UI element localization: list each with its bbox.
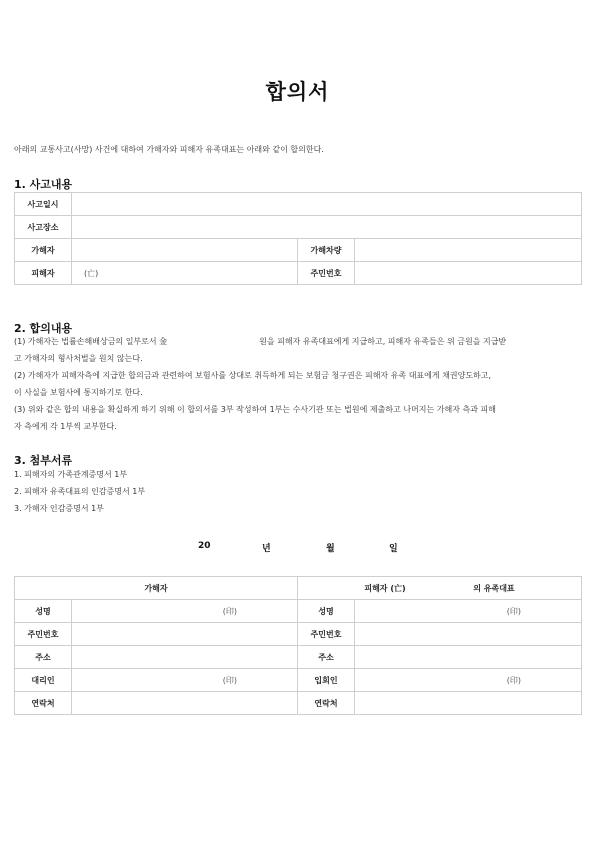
accident-place-label: 사고장소 — [15, 216, 72, 239]
agreement-line: 이 사실을 보험사에 통지하기로 한다. — [14, 388, 143, 397]
representative-header-text: 의 유족대표 — [473, 583, 515, 593]
offender-vehicle-field[interactable] — [355, 239, 582, 262]
accident-table — [14, 192, 582, 285]
section3-heading: 3. 첨부서류 — [14, 454, 73, 467]
representative-address-label: 주소 — [298, 646, 355, 669]
offender-contact-field[interactable] — [72, 692, 298, 715]
table-row — [15, 216, 582, 239]
section2-heading: 2. 합의내용 — [14, 322, 73, 335]
agreement-line: (3) 위와 같은 합의 내용을 확실하게 하기 위해 이 합의서를 3부 작성하여 1부는 수사기관 또는 법원에 제출하고 나머지는 가해자 측과 피해 — [14, 405, 496, 414]
victim-label: 피해자 — [15, 262, 72, 285]
agent-label: 대리인 — [15, 669, 72, 692]
attachments-list — [14, 466, 582, 517]
offender-resident-number-label: 주민번호 — [15, 623, 72, 646]
table-row — [15, 262, 582, 285]
witness-label: 입회인 — [298, 669, 355, 692]
table-row — [15, 239, 582, 262]
seal-mark: (印) — [506, 675, 522, 685]
date-line — [0, 541, 595, 555]
representative-resident-number-field[interactable] — [355, 623, 582, 646]
day-label: 일 — [389, 544, 398, 554]
agreement-content — [14, 333, 582, 435]
offender-contact-label: 연락처 — [15, 692, 72, 715]
representative-name-label: 성명 — [298, 600, 355, 623]
month-label: 월 — [326, 544, 335, 554]
representative-contact-label: 연락처 — [298, 692, 355, 715]
intro-text: 아래의 교통사고(사망) 사건에 대하여 가해자와 피해자 유족대표는 아래와 같이 합의한다. — [14, 145, 324, 154]
table-row — [15, 623, 582, 646]
accident-place-field[interactable] — [72, 216, 582, 239]
attachment-item: 2. 피해자 유족대표의 인감증명서 1부 — [14, 487, 146, 496]
table-row — [15, 193, 582, 216]
representative-name-field[interactable] — [355, 600, 582, 623]
accident-datetime-label: 사고일시 — [15, 193, 72, 216]
victim-field[interactable] — [72, 262, 298, 285]
signature-table — [14, 576, 582, 715]
seal-mark: (印) — [222, 675, 237, 685]
accident-datetime-field[interactable] — [72, 193, 582, 216]
year-prefix: 20 — [198, 541, 211, 551]
witness-field[interactable] — [355, 669, 582, 692]
victim-deceased-mark: (亡) — [84, 268, 99, 278]
agreement-line: (2) 가해자가 피해자측에 지급한 합의금과 관련하여 보험사를 상대로 취득하게 되는 보험금 청구권은 피해자 유족 대표에게 채권양도하고, — [14, 371, 492, 380]
offender-field[interactable] — [72, 239, 298, 262]
agreement-line: 고 가해자의 형사처벌을 원치 않는다. — [14, 354, 143, 363]
resident-number-field[interactable] — [355, 262, 582, 285]
offender-name-label: 성명 — [15, 600, 72, 623]
table-row — [15, 692, 582, 715]
resident-number-label: 주민번호 — [298, 262, 355, 285]
attachment-item: 1. 피해자의 가족관계증명서 1부 — [14, 470, 128, 479]
offender-name-field[interactable] — [72, 600, 298, 623]
agreement-line: 자 측에게 각 1부씩 교부한다. — [14, 422, 117, 431]
document-title: 합의서 — [265, 80, 330, 104]
agent-field[interactable] — [72, 669, 298, 692]
seal-mark: (印) — [506, 606, 522, 616]
year-label: 년 — [262, 544, 271, 554]
table-row — [15, 646, 582, 669]
table-row — [15, 577, 582, 600]
table-row — [15, 600, 582, 623]
victim-header-text: 피해자 (亡) — [364, 583, 406, 593]
offender-header: 가해자 — [15, 577, 298, 600]
seal-mark: (印) — [222, 606, 237, 616]
representative-resident-number-label: 주민번호 — [298, 623, 355, 646]
agreement-text: (1) 가해자는 법률손해배상금의 일부로서 金 — [14, 337, 168, 346]
offender-label: 가해자 — [15, 239, 72, 262]
offender-address-field[interactable] — [72, 646, 298, 669]
agreement-text: 원을 피해자 유족대표에게 지급하고, 피해자 유족들은 위 금원을 지급받 — [259, 337, 507, 346]
section1-heading: 1. 사고내용 — [14, 178, 73, 191]
attachment-item: 3. 가해자 인감증명서 1부 — [14, 504, 104, 513]
agreement-line — [14, 333, 582, 350]
offender-address-label: 주소 — [15, 646, 72, 669]
offender-vehicle-label: 가해차량 — [298, 239, 355, 262]
representative-address-field[interactable] — [355, 646, 582, 669]
offender-resident-number-field[interactable] — [72, 623, 298, 646]
table-row — [15, 669, 582, 692]
representative-contact-field[interactable] — [355, 692, 582, 715]
victim-representative-header — [298, 577, 582, 600]
